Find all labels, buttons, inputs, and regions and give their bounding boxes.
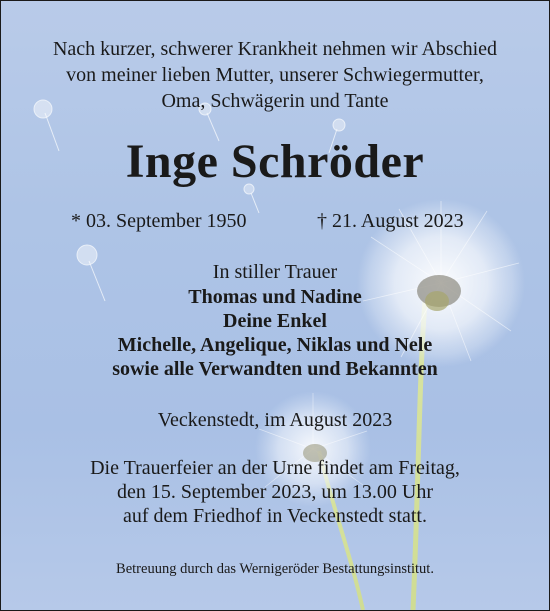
- intro-line: von meiner lieben Mutter, unserer Schwiegermutter,: [66, 64, 484, 86]
- mourner-line: Deine Enkel: [223, 310, 327, 332]
- intro-line: Nach kurzer, schwerer Krankheit nehmen wir Abschied: [52, 38, 498, 60]
- mourner-line: Michelle, Angelique, Niklas und Nele: [117, 334, 433, 356]
- mourners-list: [1, 285, 549, 381]
- intro-line: Oma, Schwägerin und Tante: [161, 90, 389, 112]
- birth-date: * 03. September 1950: [71, 210, 247, 232]
- funeral-home-note: Betreuung durch das Wernigeröder Bestattungsinstitut.: [116, 561, 434, 577]
- ceremony-info: [1, 456, 549, 528]
- deceased-name: Inge Schröder: [125, 135, 425, 188]
- ceremony-line: auf dem Friedhof in Veckenstedt statt.: [122, 505, 427, 527]
- notice-text: [1, 1, 549, 610]
- mourning-label: In stiller Trauer: [212, 261, 338, 283]
- ceremony-line: Die Trauerfeier an der Urne findet am Freitag,: [90, 457, 460, 479]
- ceremony-line: den 15. September 2023, um 13.00 Uhr: [116, 481, 434, 503]
- intro-text: [1, 36, 549, 114]
- mourner-line: sowie alle Verwandten und Bekannten: [112, 358, 438, 380]
- mourner-line: Thomas und Nadine: [188, 286, 362, 308]
- death-date: † 21. August 2023: [317, 210, 464, 232]
- place-date: Veckenstedt, im August 2023: [157, 409, 393, 431]
